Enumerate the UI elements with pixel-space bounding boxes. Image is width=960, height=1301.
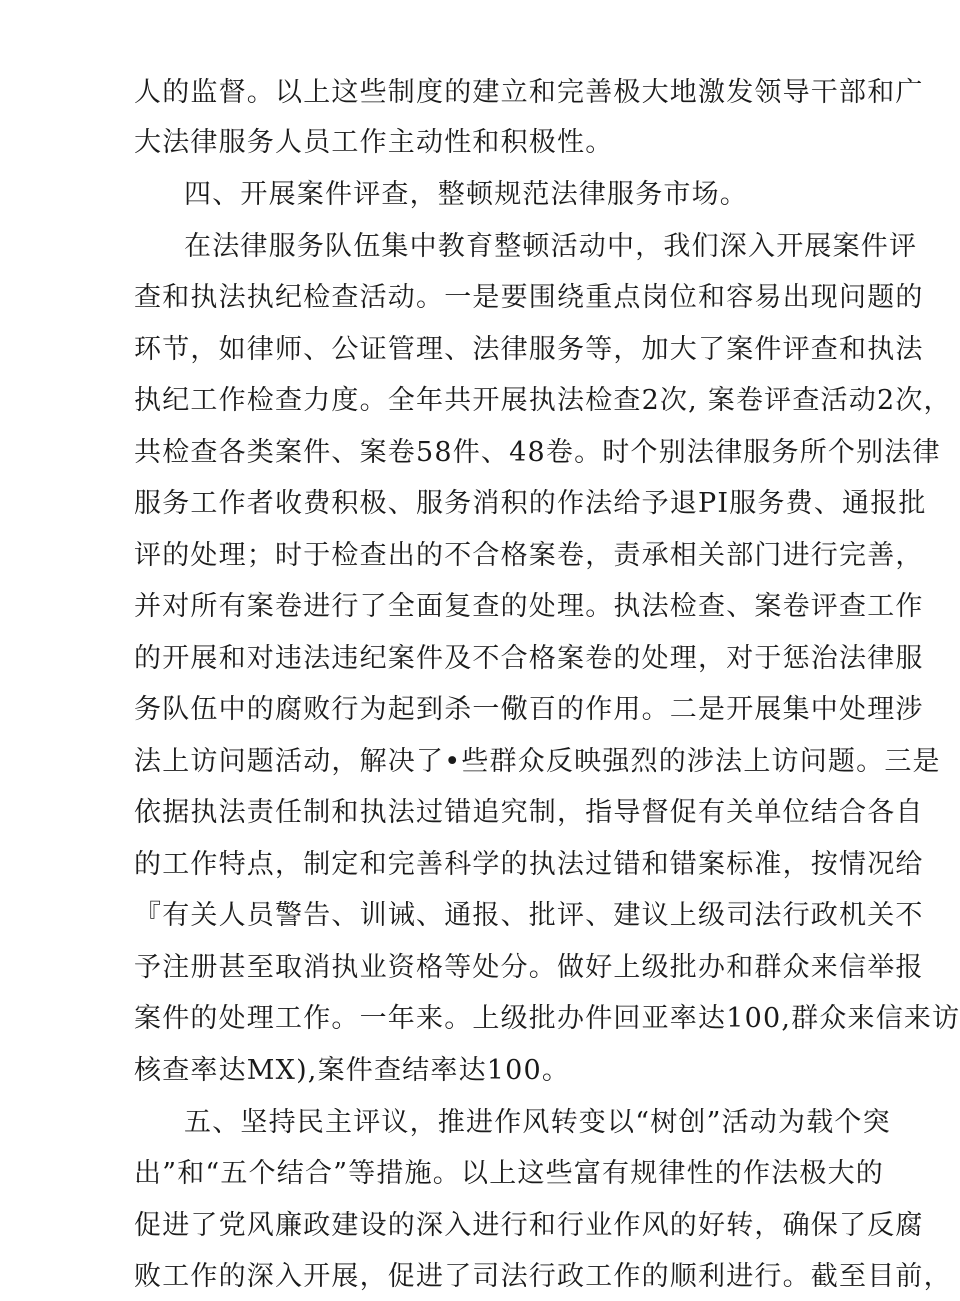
text-line: 核查率达MX),案件查结率达100。 (134, 1055, 571, 1086)
text-line: 评的处理；时于检查出的不合格案卷，责承相关部门进行完善， (134, 540, 924, 571)
text-line: 在法律服务队伍集中教育整顿活动中，我们深入开展案件评 (184, 231, 918, 262)
text-line: 查和执法执纪检查活动。一是要围绕重点岗位和容易出现问题的 (134, 282, 924, 313)
text-line: 法上访问题活动，解决了•些群众反映强烈的涉法上访问题。三是 (134, 746, 941, 777)
text-line: 大法律服务人员工作主动性和积极性。 (134, 127, 614, 158)
text-line: 『有关人员警告、训诫、通报、批评、建议上级司法行政机关不 (134, 900, 924, 931)
text-line: 败工作的深入开展，促进了司法行政工作的顺利进行。截至目前， (134, 1261, 952, 1292)
text-line: 务队伍中的腐败行为起到杀一儆百的作用。二是开展集中处理涉 (134, 694, 924, 725)
text-line: 执纪工作检查力度。全年共开展执法检查2次, 案卷评查活动2次， (134, 385, 952, 416)
text-line: 共检查各类案件、案卷58件、48卷。时个别法律服务所个别法律 (134, 437, 941, 468)
text-line: 环节，如律师、公证管理、法律服务等，加大了案件评查和执法 (134, 334, 924, 365)
text-line: 的开展和对违法违纪案件及不合格案卷的处理，对于惩治法律服 (134, 643, 924, 674)
text-line: 服务工作者收费积极、服务消积的作法给予退PI服务费、通报批 (134, 488, 927, 519)
section-heading: 四、开展案件评查，整顿规范法律服务市场。 (184, 179, 748, 210)
text-line: 促进了党风廉政建设的深入进行和行业作风的好转，确保了反腐 (134, 1210, 924, 1241)
text-line: 并对所有案卷进行了全面复查的处理。执法检查、案卷评查工作 (134, 591, 924, 622)
text-line: 依据执法责任制和执法过错追究制，指导督促有关单位结合各自 (134, 797, 924, 828)
text-line: 予注册甚至取消执业资格等处分。做好上级批办和群众来信举报 (134, 952, 924, 983)
text-line: 出”和“五个结合”等措施。以上这些富有规律性的作法极大的 (134, 1158, 885, 1189)
section-heading: 五、坚持民主评议，推进作风转变以“树创”活动为载个突 (184, 1107, 891, 1138)
text-line: 人的监督。以上这些制度的建立和完善极大地激发领导干部和广 (134, 77, 924, 108)
text-line: 的工作特点，制定和完善科学的执法过错和错案标准，按情况给 (134, 849, 924, 880)
text-line: 案件的处理工作。一年来。上级批办件回亚率达100,群众来信来访 (134, 1003, 960, 1034)
